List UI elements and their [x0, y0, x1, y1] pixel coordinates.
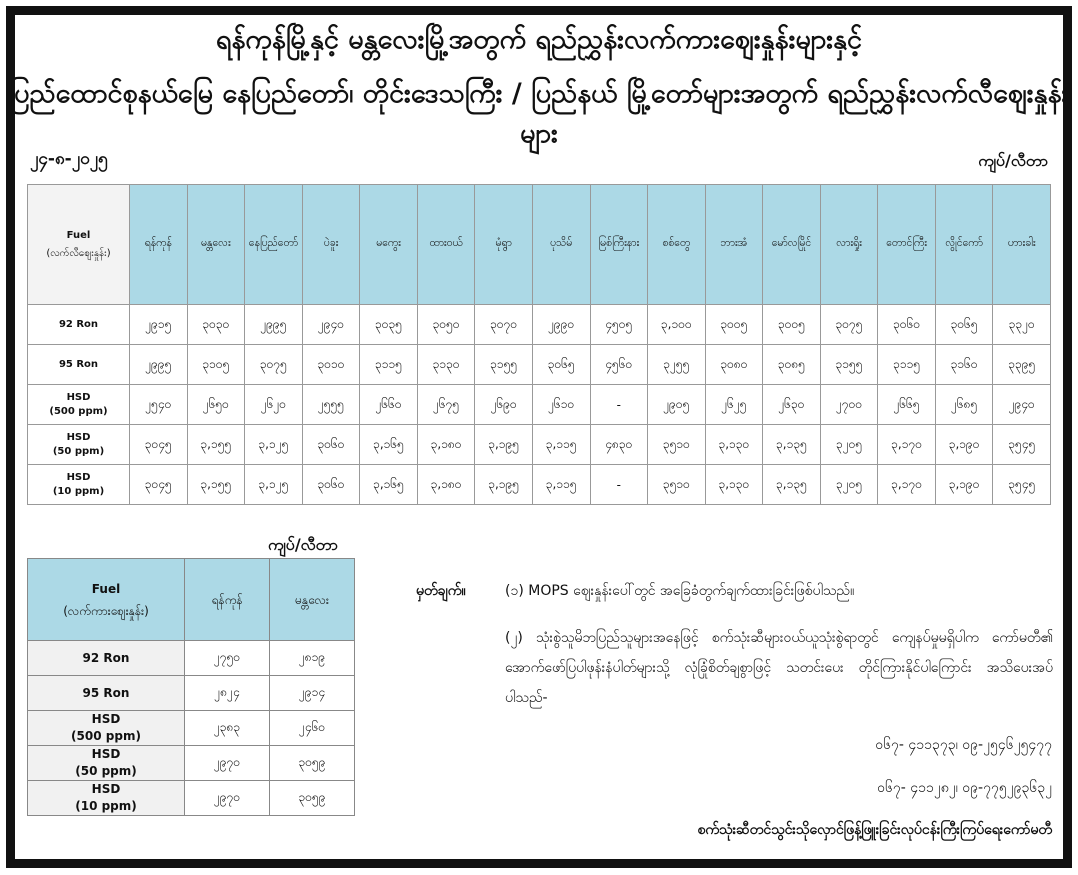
retail-price-cell: ၃၀၆၀ — [302, 425, 360, 465]
wholesale-city-header: မန္တလေး — [270, 559, 355, 641]
wholesale-price-cell: ၃၀၅၉ — [270, 746, 355, 781]
retail-price-cell: ၂၆၈၅ — [935, 385, 993, 425]
wholesale-row — [28, 641, 355, 676]
wholesale-price-cell: ၂၈၂၄ — [185, 676, 270, 711]
note-2: (၂) သုံးစွဲသူမိဘပြည်သူများအနေဖြင့် စက်သုံးဆီများဝယ်ယူသုံးစွဲရာတွင် ကျေနပ်မှုမရှိပါက ကော်မတီ၏ အောက်ဖော်ပြပါဖုန်းနံပါတ်များသို့ လုံခြုံစိတ်ချစွာဖြင့် သတင်းပေး တိုင်ကြားနိုင်ပါကြောင်း အသိပေးအပ်ပါသည်- — [505, 630, 1053, 706]
retail-price-cell: ၃,၁၇၀ — [878, 465, 936, 505]
fuel-grade: (10 ppm) — [52, 485, 105, 497]
retail-fuel-cell — [28, 465, 130, 505]
retail-price-cell: ၃,၁၉၀ — [935, 425, 993, 465]
retail-price-cell: ၂၉၁၅ — [130, 305, 188, 345]
wholesale-row — [28, 676, 355, 711]
wholesale-price-table — [27, 558, 355, 816]
retail-price-cell: ၃၅၁၀ — [648, 425, 706, 465]
retail-price-cell: ၃,၁၁၅ — [532, 425, 590, 465]
fuel-name: 95 Ron — [82, 685, 130, 700]
retail-row — [28, 345, 1051, 385]
retail-price-cell: ၃၀၁၀ — [302, 345, 360, 385]
retail-price-cell: ၃၁၁၅ — [878, 345, 936, 385]
retail-price-cell: ၂၆၉၀ — [475, 385, 533, 425]
retail-price-cell: ၂၆၃၀ — [763, 385, 821, 425]
wholesale-row — [28, 711, 355, 746]
retail-city-header: ပုသိမ် — [532, 185, 590, 305]
fuel-grade: (50 ppm) — [75, 764, 137, 778]
fuel-grade: (10 ppm) — [75, 799, 137, 813]
fuel-name: HSD — [66, 471, 91, 483]
retail-price-cell: ၃,၁၅၅ — [187, 425, 245, 465]
retail-price-cell: ၃,၁၅၅ — [187, 465, 245, 505]
retail-price-cell: ၃,၁၃၅ — [763, 425, 821, 465]
retail-price-cell: ၃၀၄၅ — [130, 425, 188, 465]
wholesale-price-cell: ၂၇၅၀ — [185, 641, 270, 676]
headline-line1: ရန်ကုန်မြို့နှင့် မန္တလေးမြို့အတွက် ရည်ညွှန်းလက်ကားဈေးနှုန်းများနှင့် — [215, 24, 863, 55]
retail-city-header: ထားဝယ် — [417, 185, 475, 305]
retail-price-cell: ၃၀၀၅ — [763, 305, 821, 345]
retail-price-cell: ၃,၁၂၅ — [245, 425, 303, 465]
retail-price-cell: ၂၇၀၀ — [820, 385, 878, 425]
retail-price-cell: ၂၆၆၅ — [878, 385, 936, 425]
retail-price-cell: ၃၃၂၀ — [993, 305, 1051, 345]
retail-city-header: ရန်ကုန် — [130, 185, 188, 305]
retail-city-header: ပဲခူး — [302, 185, 360, 305]
fuel-grade: (50 ppm) — [52, 445, 105, 457]
retail-price-cell: ၂၆၂၀ — [245, 385, 303, 425]
retail-table-body — [28, 305, 1051, 505]
wholesale-table-body — [28, 641, 355, 816]
retail-price-table — [27, 184, 1051, 505]
retail-price-cell: ၃,၁၉၅ — [475, 465, 533, 505]
retail-city-header: ဘားအံ — [705, 185, 763, 305]
retail-price-cell: ၂၅၅၅ — [302, 385, 360, 425]
retail-price-cell: ၃၁၁၅ — [360, 345, 418, 385]
fuel-name: 95 Ron — [58, 358, 99, 370]
phone-numbers-2: ၀၆၇- ၄၁၁၂၈၂၊ ၀၉-၇၇၅၂၉၃၆၃၂ — [877, 780, 1052, 796]
retail-price-cell: ၃၀၀၅ — [705, 305, 763, 345]
retail-city-header: တောင်ကြီး — [878, 185, 936, 305]
retail-fuel-cell — [28, 345, 130, 385]
wholesale-price-cell: ၂၃၈၃ — [185, 711, 270, 746]
wholesale-row — [28, 781, 355, 816]
retail-price-cell: ၂၉၉၅ — [130, 345, 188, 385]
fuel-name: HSD — [66, 431, 91, 443]
retail-row — [28, 425, 1051, 465]
retail-price-cell: ၃,၁၃၅ — [763, 465, 821, 505]
retail-price-cell: ၃၅၄၅ — [993, 425, 1051, 465]
retail-price-cell: ၃၁၅၅ — [820, 345, 878, 385]
retail-price-cell: ၃၃၉၅ — [993, 345, 1051, 385]
wholesale-corner-price-type: (လက်ကားဈေးနှုန်း) — [63, 603, 149, 618]
retail-price-cell: ၃,၁၃၀ — [705, 425, 763, 465]
fuel-name: 92 Ron — [58, 318, 99, 330]
fuel-grade: (500 ppm) — [49, 405, 108, 417]
committee-signature: စက်သုံးဆီတင်သွင်းသိုလှောင်ဖြန့်ဖြူးခြင်းလုပ်ငန်းကြီးကြပ်ရေးကော်မတီ — [697, 822, 1052, 838]
retail-price-cell: ၃,၁၉၀ — [935, 465, 993, 505]
retail-header-row — [28, 185, 1051, 305]
retail-price-cell: ၃၀၅၀ — [417, 305, 475, 345]
retail-row — [28, 465, 1051, 505]
retail-price-cell: ၄၅၆၀ — [590, 345, 648, 385]
retail-fuel-cell — [28, 425, 130, 465]
retail-price-cell: ၂၆၂၅ — [705, 385, 763, 425]
phone-numbers-1: ၀၆၇- ၄၁၁၃၇၃၊ ၀၉-၂၅၄၆၂၅၄၇၇ — [875, 737, 1052, 753]
retail-price-cell: ၃၁၅၅ — [475, 345, 533, 385]
retail-price-cell: ၃၀၆၀ — [302, 465, 360, 505]
retail-price-cell: ၂၉၉၅ — [245, 305, 303, 345]
retail-price-cell: ၂၆၆၀ — [360, 385, 418, 425]
retail-price-cell: ၃၁၀၅ — [187, 345, 245, 385]
retail-price-cell: ၂၆၁၀ — [532, 385, 590, 425]
retail-city-header: မုံရွာ — [475, 185, 533, 305]
retail-city-header: နေပြည်တော် — [245, 185, 303, 305]
retail-price-cell: ၂၅၄၀ — [130, 385, 188, 425]
retail-price-cell: ၃၀၇၀ — [475, 305, 533, 345]
retail-fuel-cell — [28, 305, 130, 345]
retail-city-header: မကွေး — [360, 185, 418, 305]
retail-price-cell: ၃၅၄၅ — [993, 465, 1051, 505]
retail-price-cell: ၄၈၃၀ — [590, 425, 648, 465]
retail-price-cell: ၂၆၇၅ — [417, 385, 475, 425]
wholesale-corner-cell — [28, 559, 185, 641]
retail-city-header: မန္တလေး — [187, 185, 245, 305]
retail-price-cell: ၃,၁၇၀ — [878, 425, 936, 465]
wholesale-fuel-cell — [28, 676, 185, 711]
fuel-name: 92 Ron — [82, 650, 130, 665]
fuel-name: HSD — [91, 747, 121, 761]
retail-price-cell: ၂၉၀၅ — [648, 385, 706, 425]
fuel-name: HSD — [91, 782, 121, 796]
retail-city-header: စစ်တွေ — [648, 185, 706, 305]
fuel-name: HSD — [66, 391, 91, 403]
wholesale-price-cell: ၂၄၆၀ — [270, 711, 355, 746]
wholesale-price-cell: ၂၈၁၉ — [270, 641, 355, 676]
corner-fuel-label: Fuel — [66, 229, 91, 241]
fuel-name: HSD — [91, 712, 121, 726]
retail-price-cell: ၃,၁၆၅ — [360, 425, 418, 465]
corner-price-type: (လက်လီဈေးနှုန်း) — [46, 247, 111, 259]
retail-price-cell: ၂၉၉၀ — [532, 305, 590, 345]
retail-price-cell: ၃,၁၀၀ — [648, 305, 706, 345]
retail-price-cell: ၃၁၆၀ — [935, 345, 993, 385]
wholesale-fuel-cell — [28, 781, 185, 816]
wholesale-fuel-cell — [28, 711, 185, 746]
note-1: (၁) MOPS ဈေးနှုန်းပေါ်တွင် အခြေခံတွက်ချက်ထားခြင်းဖြစ်ပါသည်။ — [505, 583, 855, 599]
retail-price-cell: ၃၀၈၅ — [763, 345, 821, 385]
retail-price-cell: ၂၆၅၀ — [187, 385, 245, 425]
retail-price-cell: ၃,၁၂၅ — [245, 465, 303, 505]
retail-corner-cell — [28, 185, 130, 305]
wholesale-fuel-cell — [28, 746, 185, 781]
retail-price-cell: ၂၉၄၀ — [302, 305, 360, 345]
retail-price-cell: ၃၀၆၅ — [935, 305, 993, 345]
retail-price-cell: - — [590, 385, 648, 425]
retail-price-cell: ၃,၁၈၀ — [417, 465, 475, 505]
notes-label: မှတ်ချက်။ — [416, 583, 466, 599]
retail-city-header: လွိုင်ကော် — [935, 185, 993, 305]
wholesale-price-cell: ၂၉၇၀ — [185, 781, 270, 816]
unit-label-wholesale: ကျပ်/လီတာ — [268, 535, 338, 554]
retail-price-cell: ၃၅၁၀ — [648, 465, 706, 505]
retail-row — [28, 305, 1051, 345]
retail-price-cell: ၃,၁၈၀ — [417, 425, 475, 465]
wholesale-corner-fuel-label: Fuel — [91, 581, 121, 596]
wholesale-row — [28, 746, 355, 781]
retail-price-cell: ၃၁၃၀ — [417, 345, 475, 385]
retail-price-cell: ၃၀၄၅ — [130, 465, 188, 505]
retail-price-cell: ၃,၁၁၅ — [532, 465, 590, 505]
wholesale-price-cell: ၂၉၁၄ — [270, 676, 355, 711]
retail-price-cell: ၃၂၀၅ — [820, 465, 878, 505]
wholesale-price-cell: ၃၀၅၉ — [270, 781, 355, 816]
wholesale-fuel-cell — [28, 641, 185, 676]
fuel-grade: (500 ppm) — [71, 729, 141, 743]
retail-city-header: လားရှိုး — [820, 185, 878, 305]
retail-price-cell: ၃၀၆၅ — [532, 345, 590, 385]
retail-price-cell: ၃,၁၆၅ — [360, 465, 418, 505]
retail-city-header: မြစ်ကြီးနား — [590, 185, 648, 305]
retail-price-cell: ၃၂၀၅ — [820, 425, 878, 465]
retail-price-cell: ၃၀၆၀ — [878, 305, 936, 345]
retail-fuel-cell — [28, 385, 130, 425]
retail-price-cell: ၃,၁၃၀ — [705, 465, 763, 505]
headline-line2: ပြည်ထောင်စုနယ်မြေ နေပြည်တော်၊ တိုင်းဒေသကြီး / ပြည်နယ် မြို့တော်များအတွက် ရည်ညွှန်းလက်လီဈေးနှုန်းများ — [9, 78, 1069, 149]
unit-label-retail: ကျပ်/လီတာ — [978, 151, 1048, 170]
retail-price-cell: - — [590, 465, 648, 505]
retail-price-cell: ၃၀၃၀ — [187, 305, 245, 345]
date-label: ၂၄-၈-၂၀၂၅ — [30, 149, 108, 169]
retail-price-cell: ၃၀၃၅ — [360, 305, 418, 345]
retail-price-cell: ၃၀၈၀ — [705, 345, 763, 385]
wholesale-city-header: ရန်ကုန် — [185, 559, 270, 641]
retail-price-cell: ၃,၁၉၅ — [475, 425, 533, 465]
wholesale-header-row — [28, 559, 355, 641]
retail-price-cell: ၃၀၇၅ — [820, 305, 878, 345]
retail-row — [28, 385, 1051, 425]
retail-price-cell: ၄၅၀၅ — [590, 305, 648, 345]
retail-price-cell: ၃၀၇၅ — [245, 345, 303, 385]
retail-price-cell: ၃၂၅၅ — [648, 345, 706, 385]
retail-city-header: ဟားခါး — [993, 185, 1051, 305]
retail-city-header: မော်လမြိုင် — [763, 185, 821, 305]
wholesale-price-cell: ၂၉၇၀ — [185, 746, 270, 781]
retail-price-cell: ၂၉၄၀ — [993, 385, 1051, 425]
